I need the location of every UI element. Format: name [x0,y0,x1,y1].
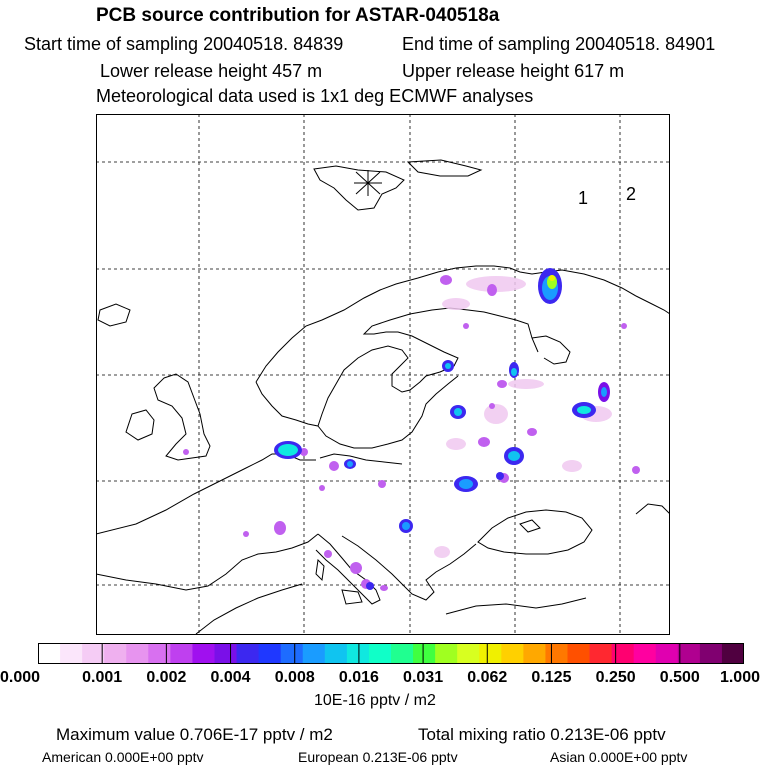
plume-faint [562,460,582,472]
colorbar-swatch [391,643,414,664]
colorbar-swatch [656,643,679,664]
european-contribution-label: European 0.213E-06 pptv [298,749,458,765]
plume-violet [274,521,286,535]
colorbar-swatch [568,643,591,664]
plume-violet [463,323,469,329]
plume-violet [380,585,388,591]
plume-faint [434,546,450,558]
colorbar-swatch [303,643,326,664]
marker-label-2: 2 [626,184,637,204]
colorbar-swatch [413,643,436,664]
colorbar-swatch [259,643,282,664]
colorbar-swatch [60,643,83,664]
colorbar-tick-label: 0.002 [146,669,187,686]
colorbar-swatch [722,643,744,664]
colorbar-swatch [612,643,635,664]
colorbar-swatch [369,643,392,664]
colorbar-swatch [435,643,458,664]
colorbar-units-label: 10E-16 pptv / m2 [314,692,436,709]
colorbar-swatch [148,643,171,664]
colorbar-swatch [347,643,370,664]
max-value-label: Maximum value 0.706E-17 pptv / m2 [56,725,333,744]
plume-violet [378,480,386,488]
colorbar-swatch [215,643,238,664]
colorbar-swatch [678,643,701,664]
colorbar-swatch [325,643,348,664]
start-time-label: Start time of sampling 20040518. 84839 [24,34,344,54]
plume-violet [497,380,507,388]
colorbar-tick-label: 0.250 [595,669,636,686]
plume-violet [478,437,490,447]
lower-height-label: Lower release height 457 m [100,61,323,81]
colorbar-tick-label: 0.500 [659,669,700,686]
colorbar-swatch [170,643,193,664]
colorbar-tick-label: 0.031 [403,669,444,686]
end-time-label: End time of sampling 20040518. 84901 [402,34,716,54]
colorbar-swatch [192,643,215,664]
colorbar-swatch [281,643,304,664]
colorbar-swatch [457,643,480,664]
plume-violet [183,449,189,455]
plume-violet [632,466,640,474]
plume-violet [350,562,362,574]
colorbar-swatch [545,643,568,664]
colorbar-tick-label: 0.004 [210,669,251,686]
station-star-marker [354,170,382,196]
colorbar-swatch [38,643,61,664]
colorbar-tick-label: 0.008 [274,669,315,686]
colorbar-swatch [501,643,524,664]
plume-faint [442,298,470,310]
colorbar-swatch [104,643,127,664]
plume-faint [484,404,508,424]
asian-contribution-label: Asian 0.000E+00 pptv [550,749,688,765]
colorbar-tick-label: 0.001 [82,669,123,686]
plume-violet [243,531,249,537]
colorbar-tick-label: 0.062 [467,669,508,686]
colorbar [38,643,744,664]
plume-violet [621,323,627,329]
colorbar-swatch [700,643,723,664]
plume-faint [446,438,466,450]
marker-label-1: 1 [578,188,589,208]
plume-violet [319,485,325,491]
plume-violet [329,461,339,471]
plume-violet [489,403,495,409]
plume-violet [440,275,452,285]
colorbar-swatch [590,643,613,664]
colorbar-swatch [237,643,260,664]
total-mixing-label: Total mixing ratio 0.213E-06 pptv [418,725,666,744]
colorbar-swatch [634,643,657,664]
plume-violet [324,550,332,558]
colorbar-swatch [479,643,502,664]
map-panel [96,114,670,635]
colorbar-tick-label: 0.125 [531,669,572,686]
colorbar-tick-label: 1.000 [719,669,760,686]
plot-title: PCB source contribution for ASTAR-040518a [96,5,500,26]
colorbar-swatch [523,643,546,664]
upper-height-label: Upper release height 617 m [402,61,625,81]
american-contribution-label: American 0.000E+00 pptv [42,749,204,765]
colorbar-swatch [82,643,105,664]
colorbar-tick-label: 0.016 [338,669,379,686]
plume-faint [508,379,544,389]
met-data-label: Meteorological data used is 1x1 deg ECMWF analyses [96,86,534,106]
plume-violet [527,428,537,436]
colorbar-tick-label: 0.000 [0,669,41,686]
colorbar-swatch [126,643,149,664]
plume-violet [487,284,497,296]
